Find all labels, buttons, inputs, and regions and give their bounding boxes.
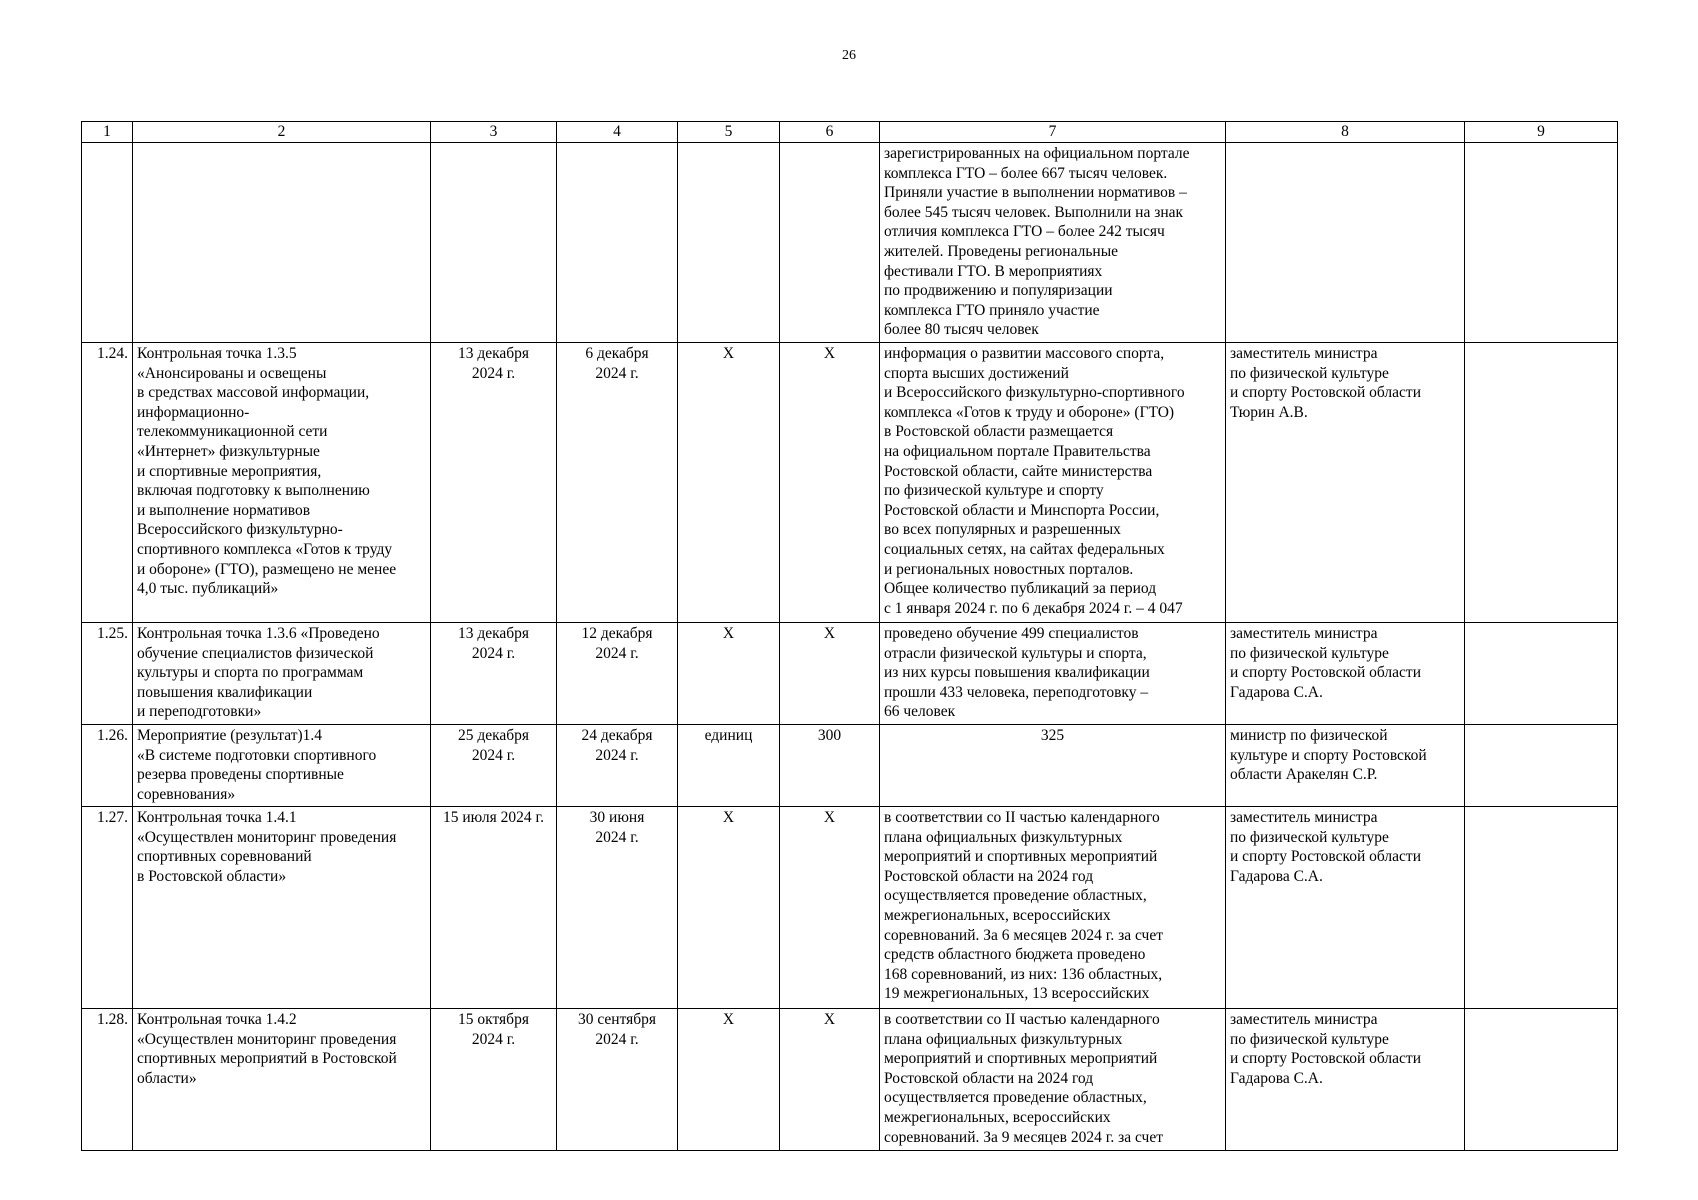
plan-value: X xyxy=(780,623,880,725)
row-number xyxy=(82,143,133,343)
report-table xyxy=(81,121,1618,1151)
result: в соответствии со II частью календарного плана официальных физкультурных мероприятий и спортивных мероприятий Ростовской области на 2024 год осуществляется проведение областных, межрегиональных, всероссийских соревнований. За 9 месяцев 2024 г. за счет xyxy=(880,1009,1226,1151)
fact-date xyxy=(557,143,678,343)
column-number-header-row xyxy=(82,122,1618,143)
column-header: 1 xyxy=(82,122,133,143)
column-header: 3 xyxy=(431,122,557,143)
column-header: 7 xyxy=(880,122,1226,143)
unit xyxy=(678,143,780,343)
plan-date xyxy=(431,143,557,343)
row-number: 1.27. xyxy=(82,807,133,1009)
plan-value: X xyxy=(780,807,880,1009)
table-row xyxy=(82,623,1618,725)
fact-date: 30 июня 2024 г. xyxy=(557,807,678,1009)
plan-date: 13 декабря 2024 г. xyxy=(431,623,557,725)
fact-date: 30 сентября 2024 г. xyxy=(557,1009,678,1151)
table-row xyxy=(82,1009,1618,1151)
row-number: 1.28. xyxy=(82,1009,133,1151)
plan-value xyxy=(780,143,880,343)
plan-date: 13 декабря 2024 г. xyxy=(431,343,557,623)
responsible: министр по физической культуре и спорту Ростовской области Аракелян С.Р. xyxy=(1226,725,1465,807)
row-number: 1.25. xyxy=(82,623,133,725)
fact-date: 24 декабря 2024 г. xyxy=(557,725,678,807)
note xyxy=(1465,623,1618,725)
note xyxy=(1465,1009,1618,1151)
result: проведено обучение 499 специалистов отрасли физической культуры и спорта, из них курсы повышения квалификации прошли 433 человека, переподготовку – 66 человек xyxy=(880,623,1226,725)
responsible xyxy=(1226,143,1465,343)
result: зарегистрированных на официальном портале комплекса ГТО – более 667 тысяч человек. Приняли участие в выполнении нормативов – более 545 тысяч человек. Выполнили на знак отличия комплекса ГТО – более 242 тысяч жителей. Проведены региональные фестивали ГТО. В мероприятиях по продвижению и популяризации комплекса ГТО приняло участие более 80 тысяч человек xyxy=(880,143,1226,343)
table-row xyxy=(82,807,1618,1009)
responsible: заместитель министра по физической культуре и спорту Ростовской области Гадарова С.А. xyxy=(1226,1009,1465,1151)
row-number: 1.24. xyxy=(82,343,133,623)
row-name: Мероприятие (результат)1.4 «В системе подготовки спортивного резерва проведены спортивные соревнования» xyxy=(133,725,431,807)
unit: X xyxy=(678,1009,780,1151)
result: в соответствии со II частью календарного плана официальных физкультурных мероприятий и спортивных мероприятий Ростовской области на 2024 год осуществляется проведение областных, межрегиональных, всероссийских соревнований. За 6 месяцев 2024 г. за счет средств областного бюджета проведено 168 соревнований, из них: 136 областных, 19 межрегиональных, 13 всероссийских xyxy=(880,807,1226,1009)
responsible: заместитель министра по физической культуре и спорту Ростовской области Гадарова С.А. xyxy=(1226,623,1465,725)
fact-date: 12 декабря 2024 г. xyxy=(557,623,678,725)
table-row xyxy=(82,725,1618,807)
note xyxy=(1465,807,1618,1009)
row-name: Контрольная точка 1.4.2 «Осуществлен мониторинг проведения спортивных мероприятий в Ростовской области» xyxy=(133,1009,431,1151)
plan-date: 15 июля 2024 г. xyxy=(431,807,557,1009)
page-number: 26 xyxy=(842,48,856,63)
row-name: Контрольная точка 1.4.1 «Осуществлен мониторинг проведения спортивных соревнований в Ростовской области» xyxy=(133,807,431,1009)
row-name: Контрольная точка 1.3.5 «Анонсированы и освещены в средствах массовой информации, информационно- телекоммуникационной сети «Интернет» физкультурные и спортивные мероприятия, включая подготовку к выполнению и выполнение нормативов Всероссийского физкультурно- спортивного комплекса «Готов к труду и обороне» (ГТО), размещено не менее 4,0 тыс. публикаций» xyxy=(133,343,431,623)
fact-date: 6 декабря 2024 г. xyxy=(557,343,678,623)
row-number: 1.26. xyxy=(82,725,133,807)
note xyxy=(1465,143,1618,343)
responsible: заместитель министра по физической культуре и спорту Ростовской области Гадарова С.А. xyxy=(1226,807,1465,1009)
responsible: заместитель министра по физической культуре и спорту Ростовской области Тюрин А.В. xyxy=(1226,343,1465,623)
column-header: 8 xyxy=(1226,122,1465,143)
column-header: 6 xyxy=(780,122,880,143)
table-row xyxy=(82,143,1618,343)
plan-date: 15 октября 2024 г. xyxy=(431,1009,557,1151)
plan-value: X xyxy=(780,343,880,623)
note xyxy=(1465,725,1618,807)
unit: X xyxy=(678,623,780,725)
result: информация о развитии массового спорта, спорта высших достижений и Всероссийского физкультурно-спортивного комплекса «Готов к труду и обороне» (ГТО) в Ростовской области размещается на официальном портале Правительства Ростовской области, сайте министерства по физической культуре и спорту Ростовской области и Минспорта России, во всех популярных и разрешенных социальных сетях, на сайтах федеральных и региональных новостных порталов. Общее количество публикаций за период с 1 января 2024 г. по 6 декабря 2024 г. – 4 047 xyxy=(880,343,1226,623)
row-name: Контрольная точка 1.3.6 «Проведено обучение специалистов физической культуры и спорта по программам повышения квалификации и переподготовки» xyxy=(133,623,431,725)
note xyxy=(1465,343,1618,623)
plan-value: 300 xyxy=(780,725,880,807)
plan-value: X xyxy=(780,1009,880,1151)
column-header: 5 xyxy=(678,122,780,143)
row-name xyxy=(133,143,431,343)
plan-date: 25 декабря 2024 г. xyxy=(431,725,557,807)
column-header: 4 xyxy=(557,122,678,143)
column-header: 2 xyxy=(133,122,431,143)
unit: единиц xyxy=(678,725,780,807)
table-row xyxy=(82,343,1618,623)
column-header: 9 xyxy=(1465,122,1618,143)
unit: X xyxy=(678,343,780,623)
unit: X xyxy=(678,807,780,1009)
result: 325 xyxy=(880,725,1226,807)
